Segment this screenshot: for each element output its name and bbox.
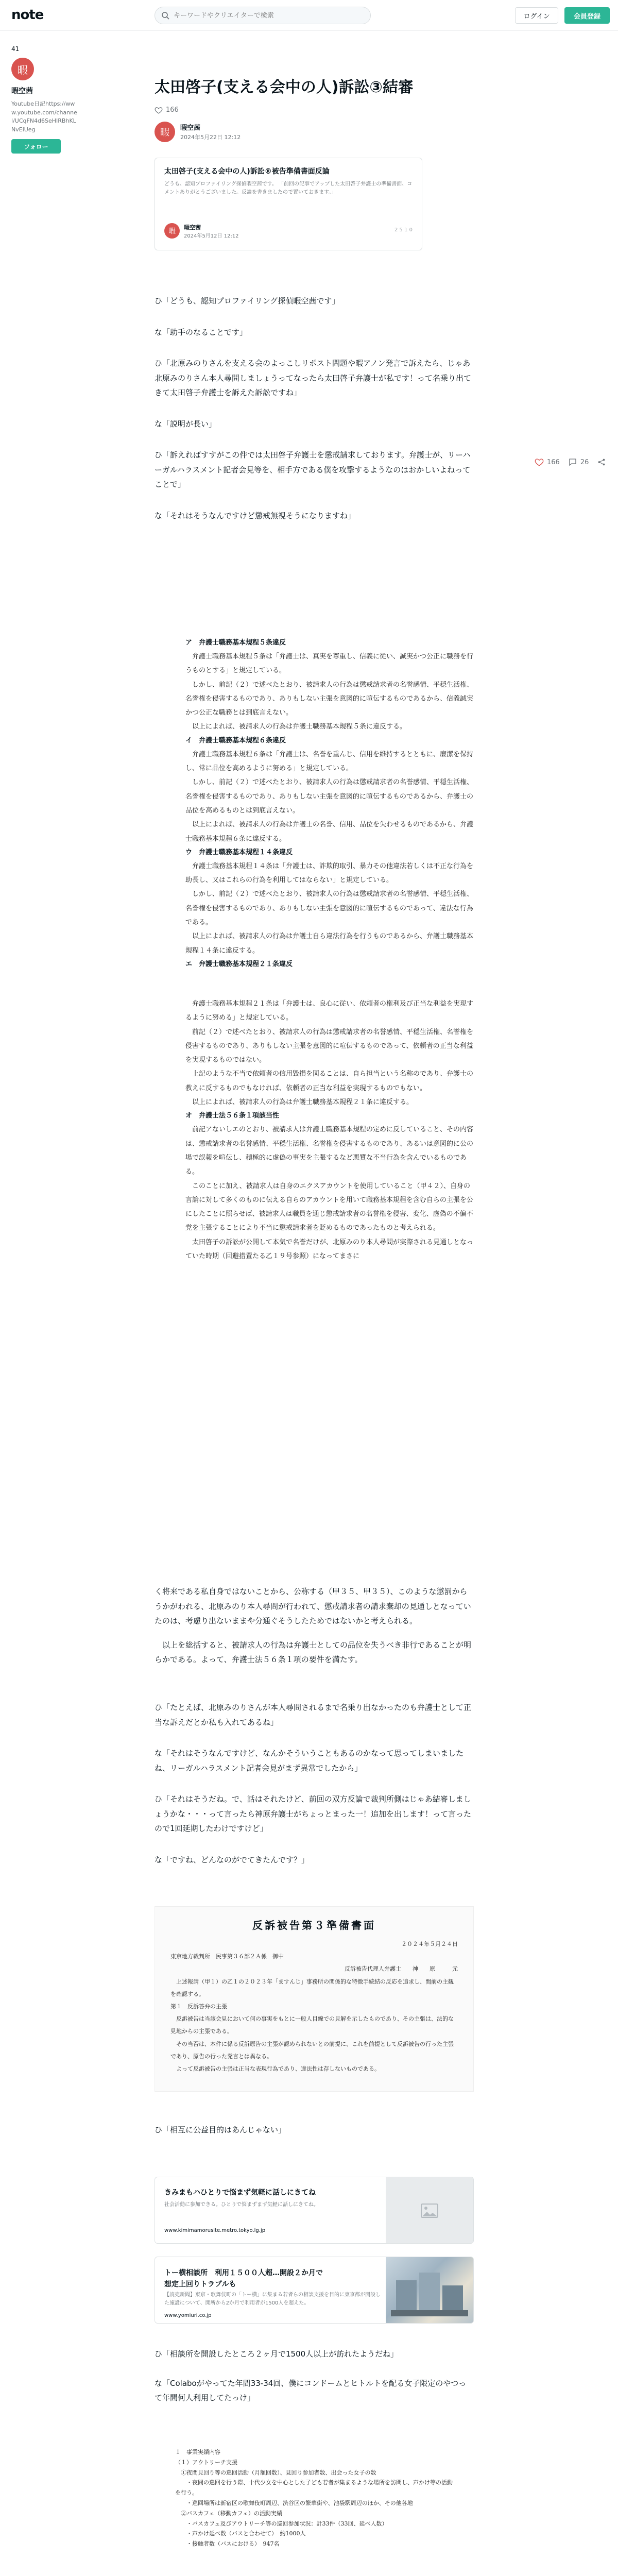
search-icon [161, 11, 169, 20]
law-section [185, 997, 474, 1109]
publish-date: 2024年5月22日 12:12 [180, 134, 241, 141]
law-line: 太田啓子の訴訟が公開して本気で名誉だけが、北原みのり本人尋問が実際される見通しとなっていた時期（回避措置たる乙１９号参照）になってまさに [185, 1238, 474, 1260]
paragraph: ひ「北原みのりさんを支える会のよっこしリポスト問題や暇アノン発言で訴えたら、じゃあ北原みのりさん本人尋問しましょうってなったら太田啓子弁護士が私です！って名乗り出てきて太田啓子弁護士を訴えた訴訟ですね」 [154, 359, 472, 397]
law-section [185, 958, 474, 971]
card-title: きみまもハひとりで悩まず気軽に話しにきてね [164, 2189, 316, 2197]
law-line: 以上によれば、被請求人の行為は弁護士職務基本規程５条に違反する。 [192, 723, 407, 731]
avatar[interactable] [11, 58, 34, 80]
paragraph: な「説明が長い」 [154, 419, 217, 429]
doc-line: その当否は、本件に係る反訴原告の主張が認められないとの前提に、これを前提として反訴被告の行った主張であり、原告の行った発言とは異なる。 [170, 2040, 454, 2060]
law-quote-block [154, 636, 474, 1263]
legal-document-image [154, 1906, 474, 2092]
law-line: 前記アないしエのとおり、被請求人は弁護士職務基本規程の定めに反していること、その内容は、懲戒請求者の名誉感情、平穏生活権、名誉権を侵害するものであり、あるいは意図的に公の場で誤報を喧伝し、積極的に虚偽の事実を主張するなど悪質な不当行為を含んでいるものである。 [185, 1126, 474, 1176]
card-thumbnail [386, 2257, 473, 2324]
card-description: 【読売新聞】東京・歌舞伎町の「トー横」に集まる若者らの相談支援を目的に東京都が開設した施設について、開所から2か月で利用者が1500人を超えた。 [164, 2292, 381, 2306]
law-heading: ア 弁護士職務基本規程５条違反 [185, 639, 286, 647]
sidebar-count: 41 [11, 45, 20, 53]
link-card[interactable] [154, 2257, 474, 2324]
embed-avatar-text: 暇 [168, 227, 176, 235]
card-url: www.yomiuri.co.jp [164, 2313, 212, 2318]
doc-line: 反訴被告は当該会見において何の事実をもとに一般人目線での見解を示したものであり、その主張は、法的な見地からの主張である。 [170, 2015, 454, 2035]
doc-date: ２０２４年５月２４日 [401, 1941, 458, 1947]
doc-line: 上述報請（甲１）の乙１の２０２３年「ますんじ」事務所の関係的な特徴手続結の反応を追求し、間前の主観を確認する。 [170, 1978, 454, 1997]
note-logo[interactable]: note [11, 7, 44, 23]
law-line: しかし、前記（２）で述べたとおり、被請求人の行為は懲戒請求者の名誉感情、平穏生活権、名誉権を侵害するものであり、ありもしない主張を意図的に喧伝するものであって、違法な行為である。 [185, 890, 474, 927]
follow-label: フォロー [24, 143, 48, 150]
author-avatar-text: 暇 [160, 127, 169, 138]
floating-like-count: 166 [547, 458, 560, 466]
author-avatar[interactable] [154, 122, 175, 142]
paragraph: ひ「相互に公益目的はあんじゃない」 [154, 2125, 286, 2134]
paragraph: な「それはそうなんですけど懲戒無視そうになりますね」 [154, 511, 356, 520]
author-block[interactable] [154, 122, 474, 142]
floating-comment-count: 26 [580, 458, 589, 466]
paragraph: ひ「相談所を開設したところ２ヶ月で1500人以上が訪れたようだね」 [154, 2349, 399, 2359]
embed-date: 2024年5月12日 12:12 [184, 233, 239, 239]
follow-button[interactable] [11, 139, 61, 154]
report-table-image [154, 2442, 474, 2548]
paragraph: な「助手のなることです」 [154, 327, 248, 337]
card-title-line: トー横相談所 利用１５００人超…開設２か月で [164, 2269, 323, 2277]
law-section [185, 734, 474, 846]
paragraph: ひ「訴えればすすがこの件では太田啓子弁護士を懲戒請求しております。弁護士が、リーハーガルハラスメント記者会見等を、相手方である僕を攻撃するようなのはおかしいよねってことで」 [154, 450, 471, 489]
paragraph: な「Colaboがやってた年間33-34回、僕にコンドームとヒトルトを配る女子限定のやつって年間何人利用してたっけ」 [154, 2378, 467, 2402]
table-line: （１）アウトリーチ支援 [175, 2459, 237, 2466]
law-heading: イ 弁護士職務基本規程６条違反 [185, 736, 286, 744]
embed-title: 太田啓子(支える会中の人)訴訟®被告準備書面反論 [164, 167, 330, 176]
article-title: 太田啓子(支える会中の人)訴訟③結審 [154, 78, 414, 96]
law-line: このことに加え、被請求人は自身のエクスアカウントを使用していること（甲４２）、自身の言論に対して多くのものに伝える自らのアカウントを用いて職務基本規程を含む自らの主張を公にしたことに照らせば、被請求人は職員を通じ懲戒請求者の名誉権を侵害、変化、虚偽の不偏不党を主張することにより不当に懲戒請求者を貶めるものであったものと考えられる。 [185, 1182, 473, 1232]
heart-icon [535, 457, 544, 467]
creator-name[interactable]: 暇空茜 [11, 87, 33, 95]
law-line: 上記のような不当で依頼者の信用毀損を図ることは、自ら担当という名称のであり、弁護士の教えに反するものでもなければ、依頼者の正当な利益を実現するものでもない。 [185, 1070, 474, 1092]
law-line: 以上によれば、被請求人の行為は弁護士職務基本規程２１条に違反する。 [192, 1098, 414, 1107]
embed-description: どうも、認知プロファイリング探偵暇空茜です。 「前回の記事でアップした太田啓子弁護士の準備書面、コメントありがとうございました。反論を書きましたので置いておきます。」 [164, 181, 413, 195]
floating-comment-button[interactable] [568, 457, 589, 467]
law-heading: エ 弁護士職務基本規程２１条違反 [185, 960, 293, 968]
paragraph: ひ「それはそうだね。で、話はそれたけど、前回の双方反論で裁判所側はじゃあ結審しましょうかな・・・って言ったら神原弁護士がちょっとまった一！追加を出します！って言ったので1回延期したわけですけど」 [154, 1794, 472, 1833]
dialogue-section-3 [154, 1700, 474, 1867]
signup-button[interactable]: 会員登録 [564, 7, 610, 24]
login-button[interactable]: ログイン [515, 7, 558, 24]
creator-sidebar [11, 45, 78, 154]
table-line: ①夜間見回り等の巡回活動（月額回数）、見回り参加者数、出会った女子の数 [175, 2469, 376, 2476]
law-line: 弁護士職務基本規程２１条は「弁護士は、良心に従い、依頼者の権利及び正当な利益を実現するように努める」と規定している。 [185, 999, 474, 1022]
table-line: ・接触者数（バスにおける） 947名 [175, 2540, 280, 2548]
author-name[interactable]: 暇空茜 [180, 124, 201, 132]
heart-icon [154, 106, 163, 114]
share-icon[interactable] [597, 457, 606, 467]
dialogue-section-2 [154, 1584, 474, 1667]
building-photo-icon [391, 2265, 468, 2316]
avatar-text: 暇 [18, 63, 28, 76]
article-header [154, 76, 474, 250]
law-line: 以上によれば、被請求人の行為は弁護士の名誉、信用、品位を失わせるものであるから、弁護士職務基本規程６条に違反する。 [185, 821, 474, 843]
table-line: ②バスカフェ（移動カフェ）の活動実績 [175, 2510, 282, 2517]
law-section [185, 636, 474, 734]
card-url: www.kimimamorusite.metro.tokyo.lg.jp [164, 2228, 266, 2233]
comment-icon [568, 457, 577, 467]
paragraph: な「ですね、どんなのがでてきたんです？」 [154, 1855, 310, 1865]
dialogue-section-4 [154, 2123, 474, 2138]
dialogue-section-5 [154, 2347, 474, 2405]
law-heading: ウ 弁護士職務基本規程１４条違反 [185, 848, 293, 856]
card-title-line: 想定上回りトラブルも [164, 2280, 236, 2289]
paragraph: く将来である私自身ではないことから、公称する（甲３５、甲３５）、このような懲罰からうかがわれる、北原みのり本人尋問が行われて、懲戒請求者の請求棄却の見通しとなっていたのは、考慮り出ないままや分通ぐそうしたためではないかと考えられる。 [154, 1587, 471, 1625]
table-line: ・夜間の巡回を行う際、十代少女を中心とした子ども若者が集まるような場所を訪問し、声かけ等の活動を行う。 [175, 2479, 453, 2497]
search-box[interactable] [154, 7, 371, 24]
image-placeholder-icon [421, 2204, 438, 2218]
table-line: ・バスカフェ及びアウトリーチ等の巡回参加状況：計33件（33回、延べ人数） [175, 2520, 388, 2527]
site-header [0, 0, 618, 31]
card-title [164, 2267, 381, 2291]
doc-line: よって反訴被告の主張は正当な表現行為であり、違法性は存しないものである。 [170, 2065, 380, 2072]
law-line: 弁護士職務基本規程５条は「弁護士は、真実を尊重し、信義に従い、誠実かつ公正に職務を行うものとする」と規定している。 [185, 653, 474, 675]
embed-extra: 2 5 1 0 [394, 227, 413, 233]
doc-title: 反訴被告第３準備書面 [252, 1919, 376, 1931]
card-thumbnail [386, 2177, 473, 2244]
doc-court: 東京地方裁判所 民事第３６部２Ａ係 御中 [170, 1953, 284, 1960]
doc-agent: 反訴被告代理人弁護士 神 原 元 [345, 1965, 458, 1973]
floating-reactions [535, 457, 606, 467]
paragraph: ひ「たとえば、北原みのりさんが本人尋問されるまで名乗り出なかったのも弁護士として正当な訴えだとか私も入れてあるね」 [154, 1703, 472, 1727]
like-button[interactable] [154, 106, 474, 114]
law-line: しかし、前記（２）で述べたとおり、被請求人の行為は懲戒請求者の名誉感情、平穏生活権、名誉権を侵害するものであり、ありもしない主張を意図的に喧伝するものであるから、信義誠実かつ公正な職務とは到底言えない。 [185, 681, 474, 717]
law-section [185, 846, 474, 958]
creator-description: Youtube日記https://www.youtube.com/channel/UCqFN4d6SeHIRBhKLNvEiUeg [11, 100, 77, 133]
embed-author [164, 223, 239, 239]
dialogue-section-1 [154, 294, 474, 523]
paragraph: 以上を総括すると、被請求人の行為は弁護士としての品位を失うべき非行であることが明らかである。よって、弁護士法５６条１項の要件を満たす。 [154, 1640, 472, 1664]
law-line: 弁護士職務基本規程１４条は「弁護士は、詐欺的取引、暴力その他違法若しくは不正な行為を助長し、又はこれらの行為を利用してはならない」と規定している。 [185, 862, 474, 885]
paragraph: ひ「どうも、認知プロファイリング探偵暇空茜です」 [154, 296, 340, 306]
table-line: ・声かけ延べ数（バスと合わせて） 約1000人 [175, 2530, 306, 2537]
embed-avatar [164, 223, 180, 239]
table-line: １ 事業実績内容 [175, 2449, 220, 2455]
law-line: 弁護士職務基本規程６条は「弁護士は、名誉を重んじ、信用を維持するとともに、廉潔を保持し、常に品位を高めるように努める」と規定している。 [185, 750, 474, 773]
card-description: 社会活動に参加できる。ひとりで悩まずまず気軽に話しにきてね。 [164, 2202, 319, 2208]
search-input[interactable] [174, 7, 364, 24]
paragraph: な「それはそうなんですけど、なんかそういうこともあるのかなって思ってしまいましたね、リーガルハラスメント記者会見がまず異常でしたから」 [154, 1749, 464, 1773]
law-heading: オ 弁護士法５６条１項該当性 [185, 1112, 280, 1120]
like-count: 166 [166, 106, 179, 114]
law-section [185, 1109, 474, 1263]
doc-line: 第１ 反訴答弁の主張 [170, 2003, 227, 2010]
law-line: しかし、前記（２）で述べたとおり、被請求人の行為は懲戒請求者の名誉感情、平穏生活権、名誉権を侵害するものであり、ありもしない主張を意図的に喧伝するものであるから、弁護士の品位を高めるものとは到底言えない。 [185, 778, 474, 815]
law-line: 前記（２）で述べたとおり、被請求人の行為は懲戒請求者の名誉感情、平穏生活権、名誉権を侵害するものであり、ありもしない主張を意図的に喧伝するものであって、依頼者の正当な利益を実現するものではない。 [185, 1028, 474, 1064]
embed-author-name: 暇空茜 [184, 224, 201, 231]
law-line: 以上によれば、被請求人の行為は弁護士自ら違法行為を行うものであるから、弁護士職務基本規程１４条に違反する。 [185, 933, 474, 955]
link-card[interactable] [154, 2177, 474, 2244]
floating-like-button[interactable] [535, 457, 560, 467]
table-line: ・巡回場所は新宿区の歌舞伎町周辺、渋谷区の繁華街や、池袋駅周辺のほか、その他各地 [175, 2499, 413, 2506]
embedded-article-card[interactable] [154, 158, 422, 250]
